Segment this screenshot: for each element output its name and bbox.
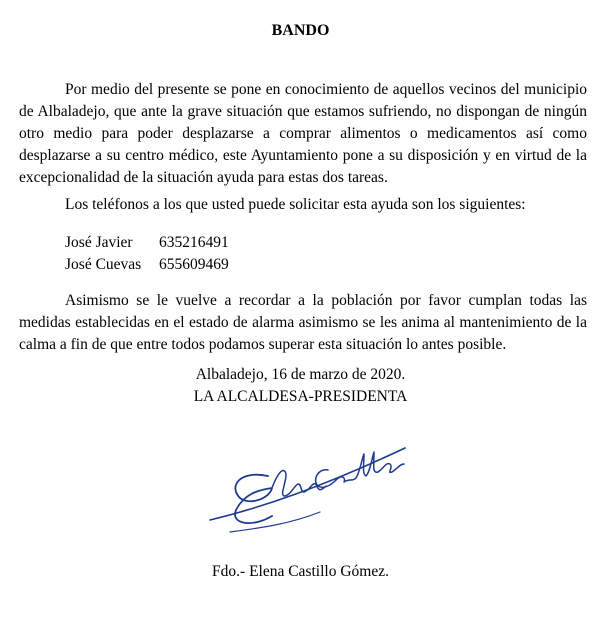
- paragraph-phones-text: Los teléfonos a los que usted puede solicitar esta ayuda son los siguientes:: [65, 196, 526, 213]
- place-date: Albaladejo, 16 de marzo de 2020.: [195, 366, 406, 383]
- signature-stroke: [235, 475, 272, 523]
- document-title: BANDO: [271, 22, 330, 39]
- signature-stroke: [210, 448, 405, 520]
- signed-by: Fdo.- Elena Castillo Gómez.: [212, 563, 389, 580]
- paragraph-intro: [19, 79, 587, 189]
- contact-name: José Cuevas: [65, 256, 142, 273]
- signer-title: LA ALCALDESA-PRESIDENTA: [193, 388, 408, 405]
- signature-stroke: [336, 452, 404, 482]
- contact-row: [65, 232, 229, 254]
- contact-name: José Javier: [65, 234, 133, 251]
- contact-list: [65, 232, 229, 276]
- closing-block: [0, 364, 601, 408]
- paragraph-reminder-text: Asimismo se le vuelve a recordar a la población por favor cumplan todas las medidas establecidas en el estado de alarma asimismo se les anima al mantenimiento de la calma a fin de que entre todos podamos superar esta situación lo antes posible.: [19, 292, 587, 353]
- contact-phone: 635216491: [159, 234, 229, 251]
- contact-phone: 655609469: [159, 256, 229, 273]
- contact-row: [65, 254, 229, 276]
- paragraph-intro-text: Por medio del presente se pone en conocimiento de aquellos vecinos del municipio de Albaladejo, que ante la grave situación que estamos sufriendo, no dispongan de ningún otro medio para poder desplazarse a comprar alimentos o medicamentos así como desplazarse a su centro médico, este Ayuntamiento pone a su disposición y en virtud de la excepcionalidad de la situación ayuda para estas dos tareas.: [19, 81, 587, 186]
- paragraph-phones: [19, 194, 587, 216]
- paragraph-reminder: [19, 290, 587, 356]
- handwritten-signature: [200, 428, 420, 548]
